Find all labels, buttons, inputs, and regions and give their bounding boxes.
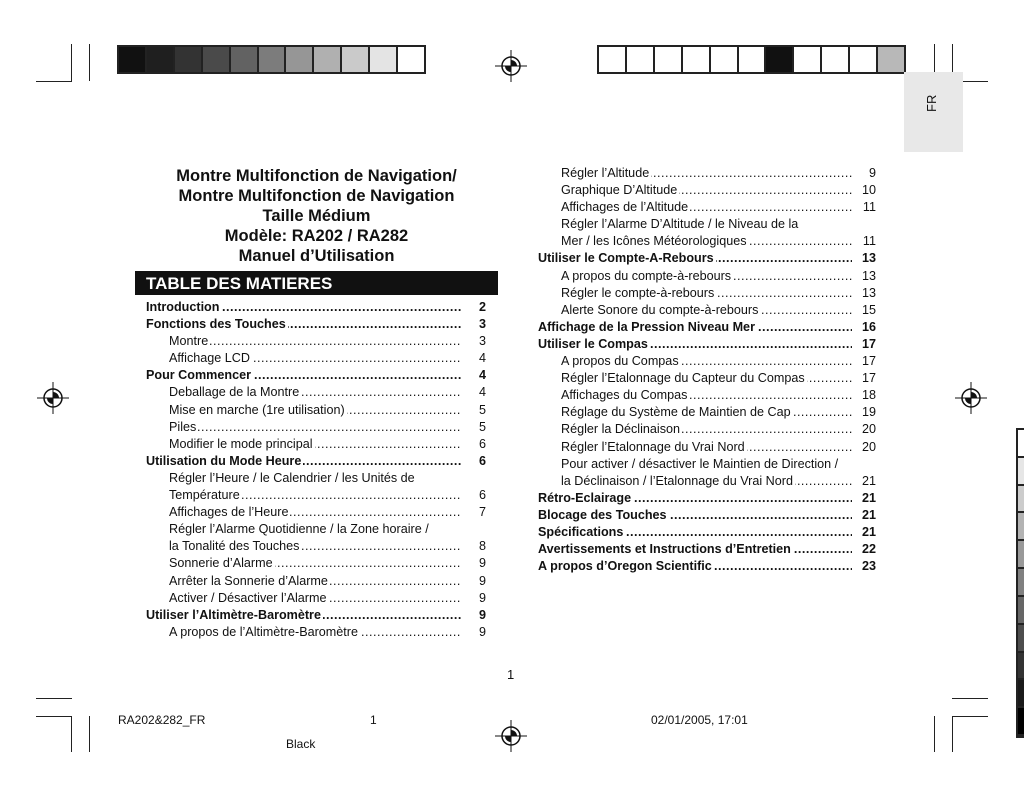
toc-right-column	[538, 165, 876, 575]
toc-entry-title: Température	[169, 487, 242, 504]
toc-entry	[538, 524, 876, 541]
toc-entry-title: Affichages de l’Altitude	[561, 199, 690, 216]
toc-entry-page: 11	[854, 233, 876, 250]
toc-entry-page: 21	[854, 524, 876, 541]
toc-entry	[538, 353, 876, 370]
toc-entry	[146, 436, 486, 453]
color-swatch	[822, 47, 850, 72]
color-swatch	[1018, 597, 1024, 625]
language-tab	[904, 72, 963, 152]
toc-entry	[146, 316, 486, 333]
toc-entry-title: la Tonalité des Touches	[169, 538, 301, 555]
color-swatch	[766, 47, 794, 72]
toc-entry	[538, 285, 876, 302]
color-swatch	[203, 47, 231, 72]
toc-entry-title: Graphique D’Altitude	[561, 182, 679, 199]
toc-entry	[538, 216, 876, 233]
toc-entry-title: Fonctions des Touches	[146, 316, 288, 333]
registration-mark-top	[495, 50, 527, 82]
toc-entry	[538, 439, 876, 456]
toc-entry	[146, 402, 486, 419]
toc-entry-page: 9	[464, 590, 486, 607]
toc-entry-title: Régler l’Etalonnage du Vrai Nord	[561, 439, 747, 456]
toc-entry-title: Blocage des Touches	[538, 507, 669, 524]
toc-entry-title: Régler l’Alarme D’Altitude / le Niveau de la	[561, 217, 799, 232]
page-number: 1	[507, 667, 515, 682]
toc-entry	[538, 387, 876, 404]
toc-entry	[538, 404, 876, 421]
color-swatch	[1018, 513, 1024, 541]
toc-entry-title: Mer / les Icônes Météorologiques	[561, 233, 749, 250]
color-swatch	[711, 47, 739, 72]
toc-entry-title: Réglage du Système de Maintien de Cap	[561, 404, 793, 421]
toc-entry-page: 13	[854, 285, 876, 302]
toc-entry-title: Pour Commencer	[146, 367, 253, 384]
toc-entry	[146, 504, 486, 521]
toc-entry	[538, 421, 876, 438]
toc-entry	[538, 370, 876, 387]
toc-entry-title: Spécifications	[538, 524, 625, 541]
toc-entry-page: 21	[854, 490, 876, 507]
toc-entry-page: 4	[464, 350, 486, 367]
toc-entry-page: 9	[464, 555, 486, 572]
color-swatch	[342, 47, 370, 72]
color-swatch	[1018, 569, 1024, 597]
toc-entry-title: Utiliser l’Altimètre-Baromètre	[146, 607, 323, 624]
toc-entry	[538, 233, 876, 250]
toc-entry	[538, 302, 876, 319]
color-swatch	[739, 47, 767, 72]
toc-entry-page: 9	[854, 165, 876, 182]
color-swatch	[1018, 430, 1024, 458]
toc-entry-page: 18	[854, 387, 876, 404]
toc-entry-page: 19	[854, 404, 876, 421]
color-swatch	[119, 47, 147, 72]
toc-entry-page: 4	[464, 384, 486, 401]
color-swatch	[878, 47, 904, 72]
toc-entry	[146, 555, 486, 572]
toc-entry-page: 6	[464, 453, 486, 470]
title-line: Taille Médium	[262, 207, 371, 225]
color-swatch	[314, 47, 342, 72]
toc-entry-page: 5	[464, 419, 486, 436]
color-swatch	[850, 47, 878, 72]
toc-entry-page: 15	[854, 302, 876, 319]
toc-entry-page: 9	[464, 624, 486, 641]
toc-entry	[538, 507, 876, 524]
toc-entry-title: A propos du Compas	[561, 353, 681, 370]
title-line: Modèle: RA202 / RA282	[224, 227, 409, 245]
toc-entry	[146, 521, 486, 538]
toc-entry-title: Régler la Déclinaison	[561, 421, 682, 438]
toc-entry-title: Utiliser le Compas	[538, 336, 650, 353]
toc-entry-title: Affichages du Compas	[561, 387, 689, 404]
toc-entry	[146, 487, 486, 504]
toc-entry	[538, 165, 876, 182]
color-swatch	[1018, 541, 1024, 569]
toc-entry	[146, 470, 486, 487]
footer-color-plate: Black	[286, 737, 316, 751]
color-swatch	[398, 47, 424, 72]
toc-entry-page: 6	[464, 436, 486, 453]
toc-entry-title: Pour activer / désactiver le Maintien de Direction /	[561, 456, 839, 471]
color-bar-right	[597, 45, 906, 74]
toc-entry	[146, 350, 486, 367]
toc-entry-title: Régler l’Altitude	[561, 165, 651, 182]
color-swatch	[655, 47, 683, 72]
color-swatch	[794, 47, 822, 72]
color-swatch	[175, 47, 203, 72]
toc-entry-title: Alerte Sonore du compte-à-rebours	[561, 302, 760, 319]
title-line: Montre Multifonction de Navigation/	[176, 167, 457, 185]
toc-entry	[538, 182, 876, 199]
toc-entry-page: 20	[854, 439, 876, 456]
registration-mark-right	[955, 382, 987, 414]
toc-entry-title: Utilisation du Mode Heure	[146, 453, 303, 470]
toc-entry	[146, 384, 486, 401]
toc-entry	[146, 624, 486, 641]
toc-entry-page: 4	[464, 367, 486, 384]
toc-entry-title: A propos d’Oregon Scientific	[538, 558, 714, 575]
toc-entry	[146, 607, 486, 624]
toc-entry	[538, 336, 876, 353]
toc-entry-page: 3	[464, 316, 486, 333]
color-swatch	[1018, 625, 1024, 653]
toc-entry-page: 9	[464, 607, 486, 624]
toc-entry-title: Avertissements et Instructions d’Entretien	[538, 541, 793, 558]
toc-entry	[146, 367, 486, 384]
color-swatch	[1018, 653, 1024, 681]
color-swatch	[1018, 708, 1024, 736]
toc-entry	[146, 453, 486, 470]
language-tab-label: FR	[924, 94, 939, 112]
toc-entry-page: 21	[854, 507, 876, 524]
toc-entry-page: 13	[854, 250, 876, 267]
registration-mark-left	[37, 382, 69, 414]
toc-entry	[146, 419, 486, 436]
toc-entry-title: Utiliser le Compte-A-Rebours	[538, 250, 716, 267]
toc-entry	[146, 590, 486, 607]
toc-entry-title: Activer / Désactiver l’Alarme	[169, 590, 328, 607]
toc-entry	[538, 473, 876, 490]
toc-entry-title: Régler le compte-à-rebours	[561, 285, 716, 302]
toc-entry-page: 17	[854, 370, 876, 387]
title-line: Montre Multifonction de Navigation	[178, 187, 455, 205]
toc-entry-title: Modifier le mode principal	[169, 436, 315, 453]
toc-entry-page: 5	[464, 402, 486, 419]
toc-entry-title: Affichage LCD	[169, 350, 252, 367]
toc-entry-title: Deballage de la Montre	[169, 384, 301, 401]
toc-entry-page: 21	[854, 473, 876, 490]
toc-entry	[146, 538, 486, 555]
toc-entry-page: 6	[464, 487, 486, 504]
toc-entry-title: Introduction	[146, 299, 221, 316]
toc-entry	[538, 199, 876, 216]
toc-entry-title: Arrêter la Sonnerie d’Alarme	[169, 573, 330, 590]
color-swatch	[147, 47, 175, 72]
footer-page-number: 1	[370, 713, 377, 727]
footer-file-name: RA202&282_FR	[118, 713, 206, 727]
color-swatch	[1018, 458, 1024, 486]
toc-entry	[538, 319, 876, 336]
toc-entry	[146, 333, 486, 350]
toc-left-column	[146, 299, 486, 641]
grayscale-color-bar-left	[117, 45, 426, 74]
toc-entry-title: Régler l’Alarme Quotidienne / la Zone horaire /	[169, 522, 429, 537]
toc-entry-page: 13	[854, 268, 876, 285]
toc-entry-title: A propos de l’Altimètre-Baromètre	[169, 624, 360, 641]
toc-entry-page: 9	[464, 573, 486, 590]
toc-leader-dots	[169, 333, 462, 350]
toc-entry-page: 23	[854, 558, 876, 575]
toc-entry-page: 22	[854, 541, 876, 558]
toc-leader-dots	[169, 419, 462, 436]
toc-entry	[538, 268, 876, 285]
toc-entry	[538, 456, 876, 473]
toc-entry-title: la Déclinaison / l’Etalonnage du Vrai Nord	[561, 473, 795, 490]
toc-entry-page: 17	[854, 336, 876, 353]
color-swatch	[683, 47, 711, 72]
footer-date: 02/01/2005, 17:01	[651, 713, 748, 727]
toc-entry-title: Montre	[169, 333, 210, 350]
color-swatch	[286, 47, 314, 72]
toc-entry-page: 20	[854, 421, 876, 438]
toc-entry-title: Affichages de l’Heure	[169, 504, 290, 521]
toc-entry-page: 7	[464, 504, 486, 521]
document-title	[135, 166, 498, 266]
color-swatch	[259, 47, 287, 72]
color-swatch	[1018, 680, 1024, 708]
color-swatch	[599, 47, 627, 72]
toc-header: TABLE DES MATIERES	[135, 271, 498, 295]
toc-entry-page: 2	[464, 299, 486, 316]
toc-entry-title: Mise en marche (1re utilisation)	[169, 402, 347, 419]
toc-entry	[146, 573, 486, 590]
toc-entry-page: 10	[854, 182, 876, 199]
toc-entry	[146, 299, 486, 316]
toc-entry-title: Sonnerie d’Alarme	[169, 555, 275, 572]
toc-entry	[538, 541, 876, 558]
toc-entry-title: Piles	[169, 419, 198, 436]
toc-entry-title: Affichage de la Pression Niveau Mer	[538, 319, 757, 336]
toc-entry-title: Régler l’Etalonnage du Capteur du Compas	[561, 370, 807, 387]
toc-entry-page: 11	[854, 199, 876, 216]
toc-entry-page: 17	[854, 353, 876, 370]
color-swatch	[1018, 486, 1024, 514]
toc-entry-title: A propos du compte-à-rebours	[561, 268, 733, 285]
color-swatch	[627, 47, 655, 72]
toc-entry-title: Régler l’Heure / le Calendrier / les Unités de	[169, 470, 415, 485]
toc-entry	[538, 558, 876, 575]
toc-entry	[538, 250, 876, 267]
grayscale-color-bar-side	[1016, 428, 1024, 738]
color-swatch	[231, 47, 259, 72]
toc-entry	[538, 490, 876, 507]
toc-entry-page: 16	[854, 319, 876, 336]
registration-mark-bottom	[495, 720, 527, 752]
toc-entry-page: 3	[464, 333, 486, 350]
toc-entry-page: 8	[464, 538, 486, 555]
title-line: Manuel d’Utilisation	[238, 247, 395, 265]
toc-entry-title: Rétro-Eclairage	[538, 490, 633, 507]
color-swatch	[370, 47, 398, 72]
